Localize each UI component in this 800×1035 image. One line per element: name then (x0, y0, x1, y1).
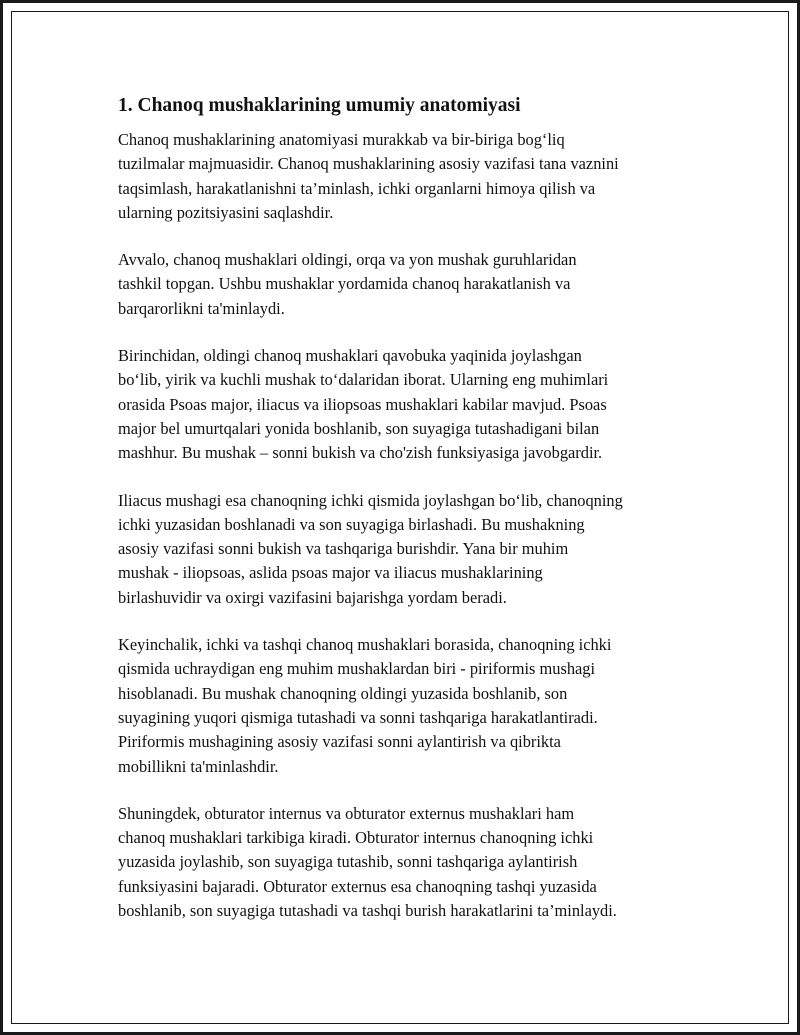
paragraph-piriformis (118, 633, 693, 779)
text-line: Iliacus mushagi esa chanoqning ichki qismida joylashgan bo‘lib, chanoqning (118, 490, 623, 510)
paragraph-obturator (118, 802, 693, 923)
paragraph-intro (118, 128, 693, 225)
text-line: funksiyasini bajaradi. Obturator externus esa chanoqning tashqi yuzasida (118, 876, 597, 896)
text-line: mobillikni ta'minlashdir. (118, 756, 279, 776)
text-line: yuzasida joylashib, son suyagiga tutashib, sonni tashqariga aylantirish (118, 852, 578, 872)
text-line: Avvalo, chanoq mushaklari oldingi, orqa va yon mushak guruhlaridan (118, 250, 577, 270)
text-line: hisoblanadi. Bu mushak chanoqning oldingi yuzasida boshlanib, son (118, 683, 568, 703)
paragraph-muscle-groups (118, 248, 693, 321)
text-line: mushak - iliopsoas, aslida psoas major va iliacus mushaklarining (118, 563, 543, 583)
text-line: qismida uchraydigan eng muhim mushaklardan biri - piriformis mushagi (118, 659, 596, 679)
text-line: Shuningdek, obturator internus va obturator externus mushaklari ham (118, 803, 575, 823)
text-line: ularning pozitsiyasini saqlashdir. (118, 202, 334, 222)
text-line: ichki yuzasidan boshlanadi va son suyagiga birlashadi. Bu mushakning (118, 514, 585, 534)
document-body (118, 92, 693, 946)
text-line: chanoq mushaklari tarkibiga kiradi. Obturator internus chanoqning ichki (118, 828, 594, 848)
text-line: taqsimlash, harakatlanishni ta’minlash, ichki organlarni himoya qilish va (118, 178, 596, 198)
paragraph-iliacus (118, 489, 693, 610)
text-line: major bel umurtqalari yonida boshlanib, son suyagiga tutashadigani bilan (118, 418, 600, 438)
paragraph-anterior-muscles (118, 344, 693, 465)
text-line: Piriformis mushagining asosiy vazifasi sonni aylantirish va qibrikta (118, 732, 561, 752)
text-line: tashkil topgan. Ushbu mushaklar yordamida chanoq harakatlanish va (118, 274, 571, 294)
section-heading: 1. Chanoq mushaklarining umumiy anatomiyasi (118, 95, 521, 116)
text-line: boshlanib, son suyagiga tutashadi va tashqi burish harakatlarini ta’minlaydi. (118, 901, 617, 921)
text-line: mashhur. Bu mushak – sonni bukish va cho'zish funksiyasiga javobgardir. (118, 443, 603, 463)
text-line: Keyinchalik, ichki va tashqi chanoq mushaklari borasida, chanoqning ichki (118, 635, 612, 655)
text-line: birlashuvidir va oxirgi vazifasini bajarishga yordam beradi. (118, 587, 507, 607)
text-line: Chanoq mushaklarining anatomiyasi murakkab va bir-biriga bog‘liq (118, 130, 565, 149)
text-line: barqarorlikni ta'minlaydi. (118, 298, 285, 318)
text-line: asosiy vazifasi sonni bukish va tashqariga burishdir. Yana bir muhim (118, 539, 569, 559)
text-line: tuzilmalar majmuasidir. Chanoq mushaklarining asosiy vazifasi tana vaznini (118, 154, 619, 174)
text-line: suyagining yuqori qismiga tutashadi va sonni tashqariga harakatlantiradi. (118, 707, 598, 727)
text-line: bo‘lib, yirik va kuchli mushak to‘dalaridan iborat. Ularning eng muhimlari (118, 370, 609, 390)
text-line: Birinchidan, oldingi chanoq mushaklari qavobuka yaqinida joylashgan (118, 346, 582, 366)
text-line: orasida Psoas major, iliacus va iliopsoas mushaklari kabilar mavjud. Psoas (118, 394, 607, 414)
